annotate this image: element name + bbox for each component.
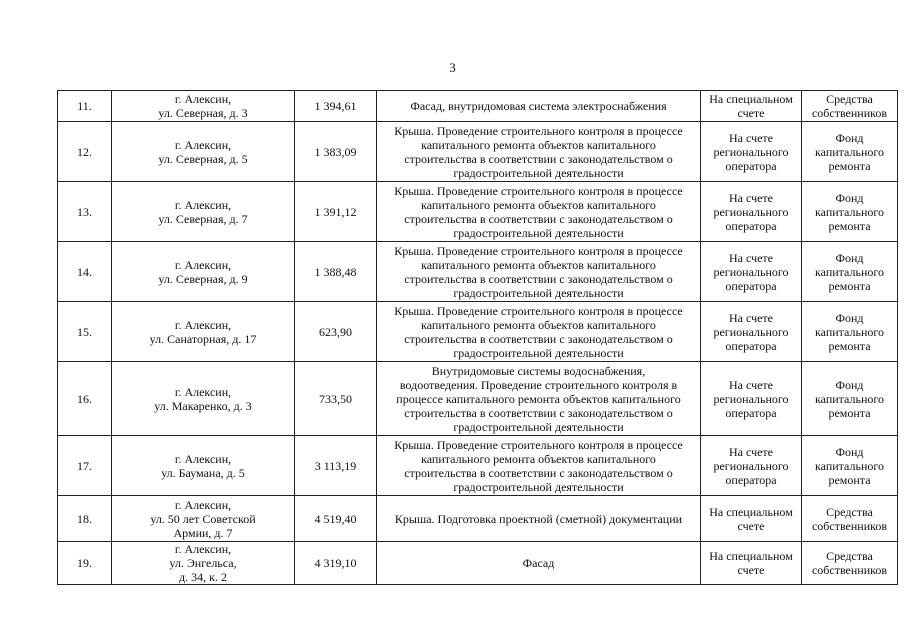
- table-body: [58, 91, 898, 585]
- cost-cell: 1 391,12: [295, 182, 377, 242]
- account-cell: [701, 242, 802, 302]
- funding-source-cell: [802, 496, 898, 542]
- works-cell-line: строительства в соответствии с законодательством о: [404, 151, 673, 166]
- address-cell-line: ул. Санаторная, д. 17: [149, 331, 257, 346]
- funding-source-cell-line: капитального: [815, 458, 884, 473]
- works-cell-line: строительства в соответствии с законодательством о: [404, 271, 673, 286]
- funding-source-cell: [802, 542, 898, 585]
- works-cell-line: Крыша. Проведение строительного контроля в процессе: [394, 243, 683, 258]
- address-cell-line: г. Алексин,: [174, 542, 232, 556]
- account-cell-line: счете: [737, 518, 765, 533]
- works-cell-line: капитального ремонта объектов капитального: [421, 197, 656, 212]
- address-cell: [112, 496, 295, 542]
- address-cell-line: ул. Баумана, д. 5: [161, 465, 245, 480]
- address-cell-line: ул. Северная, д. 3: [158, 106, 248, 120]
- funding-source-cell: [802, 302, 898, 362]
- works-cell: [377, 436, 701, 496]
- account-cell-line: регионального: [713, 324, 789, 339]
- works-cell-line: капитального ремонта объектов капитального: [421, 317, 656, 332]
- funding-source-cell-line: Фонд: [835, 310, 864, 325]
- row-number: 14.: [58, 242, 112, 302]
- table-row: [58, 122, 898, 182]
- address-cell: [112, 91, 295, 122]
- account-cell-line: На специальном: [709, 92, 793, 106]
- works-cell-line: капитального ремонта объектов капитального: [421, 451, 656, 466]
- account-cell-line: регионального: [713, 391, 789, 406]
- address-cell-line: ул. Северная, д. 9: [158, 271, 248, 286]
- account-cell: [701, 362, 802, 436]
- cost-cell: 733,50: [295, 362, 377, 436]
- address-cell-line: ул. Макаренко, д. 3: [154, 398, 252, 413]
- funding-source-cell-line: ремонта: [828, 472, 871, 487]
- account-cell-line: На специальном: [709, 504, 793, 519]
- account-cell-line: оператора: [725, 158, 777, 173]
- funding-source-cell-line: собственников: [811, 563, 888, 577]
- row-number: 18.: [58, 496, 112, 542]
- account-cell-line: регионального: [713, 144, 789, 159]
- works-cell: [377, 242, 701, 302]
- account-cell: [701, 302, 802, 362]
- funding-source-cell-line: Фонд: [835, 130, 864, 145]
- funding-source-cell-line: ремонта: [828, 158, 871, 173]
- works-cell-line: градостроительной деятельности: [453, 285, 624, 300]
- works-cell-line: Крыша. Проведение строительного контроля в процессе: [394, 183, 683, 198]
- address-cell: [112, 242, 295, 302]
- works-cell: [377, 182, 701, 242]
- funding-source-cell-line: собственников: [811, 518, 888, 533]
- funding-source-cell-line: капитального: [815, 264, 884, 279]
- table-row: [58, 182, 898, 242]
- address-cell-line: г. Алексин,: [174, 497, 232, 512]
- funding-source-cell-line: Фонд: [835, 250, 864, 265]
- funding-source-cell-line: капитального: [815, 324, 884, 339]
- account-cell-line: регионального: [713, 204, 789, 219]
- address-cell-line: д. 34, к. 2: [179, 570, 227, 584]
- funding-source-cell-line: собственников: [811, 106, 888, 120]
- row-number: 17.: [58, 436, 112, 496]
- row-number: 11.: [58, 91, 112, 122]
- account-cell: [701, 122, 802, 182]
- account-cell-line: счете: [737, 563, 765, 577]
- row-number: 19.: [58, 542, 112, 585]
- works-cell: [377, 122, 701, 182]
- funding-source-cell: [802, 182, 898, 242]
- table-row: [58, 436, 898, 496]
- funding-source-cell: [802, 362, 898, 436]
- works-cell-line: Фасад, внутридомовая система электроснабжения: [410, 99, 667, 113]
- works-cell: [377, 362, 701, 436]
- account-cell: [701, 496, 802, 542]
- funding-source-cell-line: ремонта: [828, 278, 871, 293]
- table-row: [58, 91, 898, 122]
- funding-source-cell: [802, 436, 898, 496]
- works-cell: [377, 91, 701, 122]
- works-cell: [377, 302, 701, 362]
- row-number: 12.: [58, 122, 112, 182]
- address-cell: [112, 542, 295, 585]
- address-cell-line: г. Алексин,: [174, 137, 232, 152]
- works-cell-line: водоотведения. Проведение строительного контроля в: [399, 377, 678, 392]
- funding-source-cell-line: Фонд: [835, 377, 864, 392]
- row-number: 16.: [58, 362, 112, 436]
- works-cell-line: Фасад: [522, 556, 555, 570]
- account-cell-line: оператора: [725, 278, 777, 293]
- works-cell-line: градостроительной деятельности: [453, 165, 624, 180]
- table-row: [58, 302, 898, 362]
- address-cell-line: г. Алексин,: [174, 197, 232, 212]
- works-cell: [377, 542, 701, 585]
- account-cell-line: оператора: [725, 405, 777, 420]
- address-cell: [112, 436, 295, 496]
- cost-cell: 1 383,09: [295, 122, 377, 182]
- cost-cell: 3 113,19: [295, 436, 377, 496]
- cost-cell: 4 519,40: [295, 496, 377, 542]
- address-cell: [112, 362, 295, 436]
- account-cell-line: оператора: [725, 218, 777, 233]
- funding-source-cell-line: Средства: [826, 504, 873, 519]
- funding-source-cell-line: Фонд: [835, 190, 864, 205]
- account-cell-line: счете: [737, 106, 765, 120]
- works-cell: [377, 496, 701, 542]
- works-cell-line: градостроительной деятельности: [453, 225, 624, 240]
- works-cell-line: строительства в соответствии с законодательством о: [404, 465, 673, 480]
- works-cell-line: процессе капитального ремонта объектов капитального: [396, 391, 681, 406]
- address-cell-line: г. Алексин,: [174, 384, 232, 399]
- account-cell-line: оператора: [725, 472, 777, 487]
- address-cell-line: г. Алексин,: [174, 257, 232, 272]
- account-cell-line: На счете: [728, 377, 773, 392]
- repair-plan-table: [57, 90, 898, 585]
- funding-source-cell-line: капитального: [815, 204, 884, 219]
- address-cell-line: г. Алексин,: [174, 92, 232, 106]
- works-cell-line: градостроительной деятельности: [453, 479, 624, 494]
- account-cell-line: На счете: [728, 444, 773, 459]
- funding-source-cell: [802, 122, 898, 182]
- account-cell-line: На счете: [728, 190, 773, 205]
- account-cell-line: На счете: [728, 250, 773, 265]
- works-cell-line: капитального ремонта объектов капитального: [421, 257, 656, 272]
- cost-cell: 1 394,61: [295, 91, 377, 122]
- account-cell: [701, 91, 802, 122]
- funding-source-cell-line: капитального: [815, 144, 884, 159]
- page-number: 3: [449, 60, 456, 75]
- works-cell-line: строительства в соответствии с законодательством о: [404, 211, 673, 226]
- table-row: [58, 542, 898, 585]
- works-cell-line: градостроительной деятельности: [453, 345, 624, 360]
- address-cell-line: ул. Северная, д. 5: [158, 151, 248, 166]
- address-cell-line: Армии, д. 7: [173, 525, 233, 540]
- address-cell-line: ул. Энгельса,: [169, 556, 237, 570]
- works-cell-line: Крыша. Подготовка проектной (сметной) документации: [394, 511, 683, 526]
- funding-source-cell-line: капитального: [815, 391, 884, 406]
- address-cell: [112, 122, 295, 182]
- funding-source-cell: [802, 242, 898, 302]
- address-cell-line: ул. 50 лет Советской: [150, 511, 256, 526]
- works-cell-line: строительства в соответствии с законодательством о: [404, 405, 673, 420]
- account-cell-line: регионального: [713, 458, 789, 473]
- table-row: [58, 362, 898, 436]
- address-cell-line: ул. Северная, д. 7: [158, 211, 248, 226]
- works-cell-line: строительства в соответствии с законодательством о: [404, 331, 673, 346]
- address-cell: [112, 302, 295, 362]
- address-cell-line: г. Алексин,: [174, 451, 232, 466]
- funding-source-cell-line: ремонта: [828, 338, 871, 353]
- funding-source-cell: [802, 91, 898, 122]
- funding-source-cell-line: ремонта: [828, 218, 871, 233]
- works-cell-line: капитального ремонта объектов капитального: [421, 137, 656, 152]
- works-cell-line: Внутридомовые системы водоснабжения,: [431, 363, 646, 378]
- table-row: [58, 496, 898, 542]
- works-cell-line: Крыша. Проведение строительного контроля в процессе: [394, 123, 683, 138]
- account-cell-line: На специальном: [709, 549, 793, 563]
- row-number: 15.: [58, 302, 112, 362]
- funding-source-cell-line: ремонта: [828, 405, 871, 420]
- works-cell-line: градостроительной деятельности: [453, 419, 624, 434]
- table-row: [58, 242, 898, 302]
- works-cell-line: Крыша. Проведение строительного контроля в процессе: [394, 437, 683, 452]
- funding-source-cell-line: Средства: [826, 92, 873, 106]
- account-cell: [701, 542, 802, 585]
- row-number: 13.: [58, 182, 112, 242]
- account-cell-line: На счете: [728, 310, 773, 325]
- account-cell-line: регионального: [713, 264, 789, 279]
- address-cell: [112, 182, 295, 242]
- address-cell-line: г. Алексин,: [174, 317, 232, 332]
- account-cell-line: На счете: [728, 130, 773, 145]
- cost-cell: 1 388,48: [295, 242, 377, 302]
- account-cell-line: оператора: [725, 338, 777, 353]
- works-cell-line: Крыша. Проведение строительного контроля в процессе: [394, 303, 683, 318]
- funding-source-cell-line: Средства: [826, 549, 873, 563]
- cost-cell: 623,90: [295, 302, 377, 362]
- account-cell: [701, 436, 802, 496]
- funding-source-cell-line: Фонд: [835, 444, 864, 459]
- cost-cell: 4 319,10: [295, 542, 377, 585]
- account-cell: [701, 182, 802, 242]
